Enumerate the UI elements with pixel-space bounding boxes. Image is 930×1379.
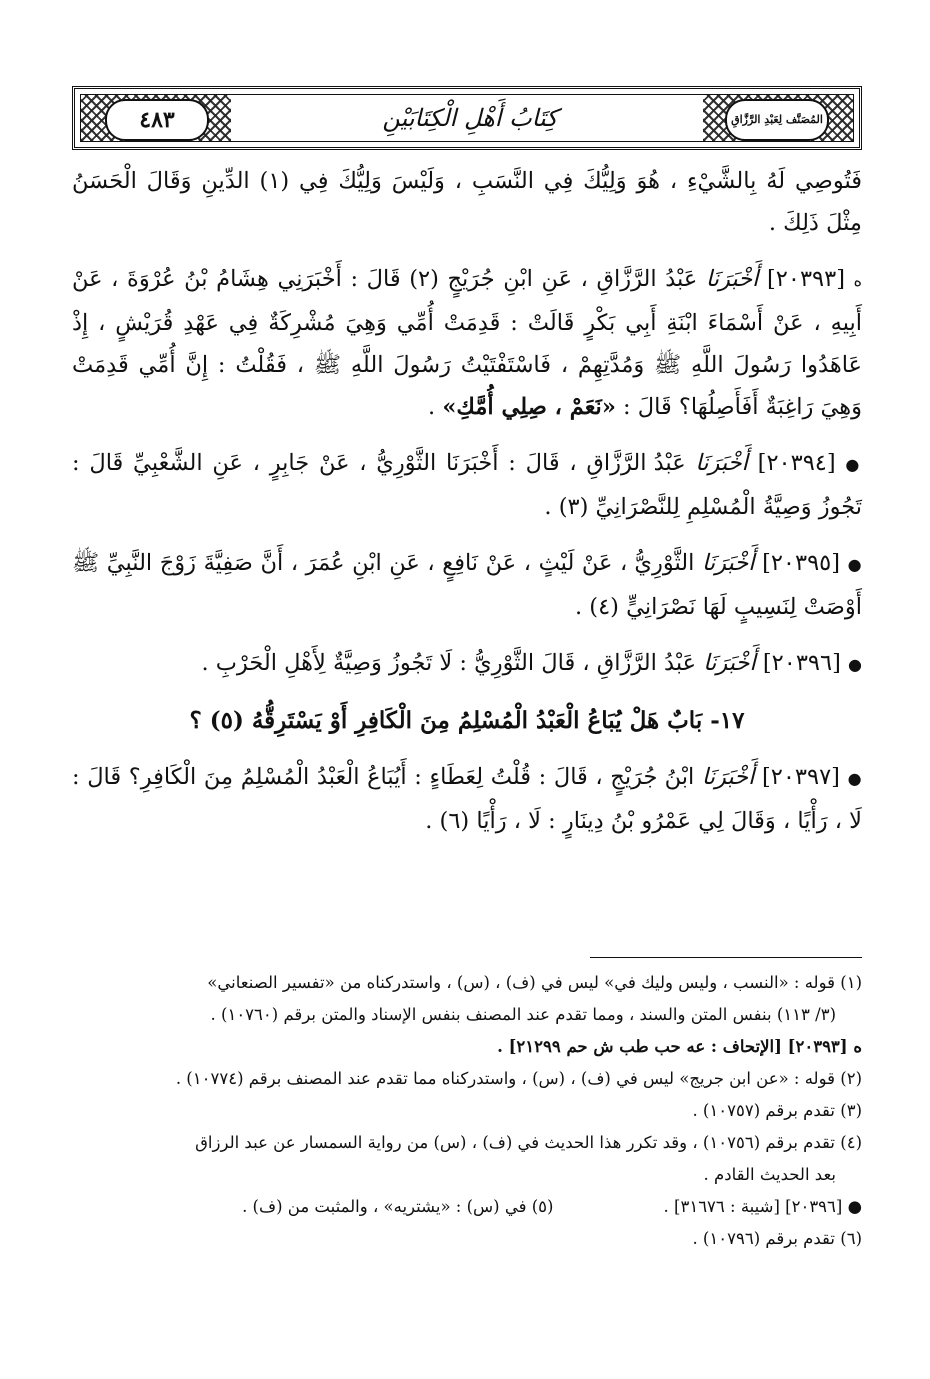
- akhbarana: أَخْبَرَنَا: [703, 650, 756, 676]
- hadith-text: عَبْدُ الرَّزَّاقِ ، عَنِ ابْنِ جُرَيْجٍ (٢) قَالَ : أَخْبَرَنِي هِشَامُ بْنُ عُرْوَةَ ، عَنْ أَبِيهِ ، عَنْ أَسْمَاءَ ابْنَةِ أَبِي بَكْرٍ قَالَتْ : قَدِمَتْ أُمِّي وَهِيَ مُشْرِكَةٌ فِي عَهْدِ قُرَيْشٍ ، إِذْ عَاهَدُوا رَسُولَ اللَّهِ ﷺ وَمُدَّتِهِمْ ، فَاسْتَفْتَيْتُ رَسُولَ اللَّهِ ﷺ ، فَقُلْتُ : إِنَّ أُمِّي قَدِمَتْ وَهِيَ رَاغِبَةٌ أَفَأَصِلُهَا؟ قَالَ :: [72, 266, 862, 420]
- hadith-number: [٢٠٣٩٥]: [762, 550, 841, 576]
- main-text: [72, 160, 862, 856]
- footnote-5: (٥) في (س) : «يشتريه» ، والمثبت من (ف) .: [242, 1197, 554, 1216]
- hadith-20397: [72, 756, 862, 842]
- hadith-number: [٢٠٣٩٣]: [767, 266, 845, 292]
- solid-marker: ●: [847, 769, 863, 788]
- footnote-4-cont: بعد الحديث القادم .: [703, 1165, 836, 1184]
- hadith-20393: [72, 258, 862, 428]
- prophet-quote: «نَعَمْ ، صِلِي أُمَّكِ»: [442, 394, 616, 420]
- period: .: [428, 394, 436, 420]
- footnote-1: (١) قوله : «النسب ، وليس وليك في» ليس في (ف) ، (س) ، واستدركناه من «تفسير الصنعاني»: [207, 973, 862, 992]
- chapter-title: كِتَابُ أَهْلِ الْكِتَابَيْنِ: [382, 104, 558, 132]
- hollow-marker: ه: [853, 271, 863, 290]
- hadith-text: عَبْدُ الرَّزَّاقِ ، قَالَ الثَّوْرِيُّ : لَا تَجُوزُ وَصِيَّةٌ لِأَهْلِ الْحَرْبِ .: [201, 650, 697, 676]
- footnote-divider: [590, 957, 862, 958]
- footnote-shaybah: ● [٢٠٣٩٦] [شيبة : ٣١٦٧٦] .: [663, 1197, 862, 1216]
- akhbarana: أَخْبَرَنَا: [695, 450, 748, 476]
- solid-marker: ●: [847, 555, 863, 574]
- footnote-3: (٣) تقدم برقم (١٠٧٥٧) .: [692, 1101, 862, 1120]
- solid-marker: ●: [845, 455, 862, 474]
- solid-marker: ●: [848, 655, 862, 674]
- book-logo: المُصَنَّف لِعَبْدِ الرَّزَّاقِ: [725, 99, 829, 141]
- paragraph-continuation: فَتُوصِي لَهُ بِالشَّيْءِ ، هُوَ وَلِيُّكَ فِي النَّسَبِ ، وَلَيْسَ وَلِيُّكَ فِي (١) الدِّينِ وَقَالَ الْحَسَنُ مِثْلَ ذَلِكَ .: [72, 168, 862, 236]
- footnote-ithaf: ه [٢٠٣٩٣] [الإتحاف : عه حب طب ش حم ٢١٢٩٩] .: [497, 1037, 862, 1056]
- footnote-4: (٤) تقدم برقم (١٠٧٥٦) ، وقد تكرر هذا الحديث في (ف) ، (س) من رواية السمسار عن عبد الرزاق: [195, 1133, 862, 1152]
- spacer: [72, 1192, 132, 1222]
- hadith-number: [٢٠٣٩٧]: [761, 764, 840, 790]
- akhbarana: أَخْبَرَنَا: [705, 266, 759, 292]
- page-number: ٤٨٣: [105, 99, 209, 141]
- akhbarana: أَخْبَرَنَا: [702, 550, 755, 576]
- chapter-heading: ١٧- بَابٌ هَلْ يُبَاعُ الْعَبْدُ الْمُسْلِمُ مِنَ الْكَافِرِ أَوْ يَسْتَرِقُّهُ (٥) ؟: [189, 707, 745, 734]
- hadith-20394: [72, 442, 862, 528]
- hadith-text: ابْنُ جُرَيْجٍ ، قَالَ : قُلْتُ لِعَطَاءٍ : أَيُبَاعُ الْعَبْدُ الْمُسْلِمُ مِنَ الْكَافِرِ؟ قَالَ : لَا ، رَأْيًا ، وَقَالَ لِي عَمْرُو بْنُ دِينَارٍ : لَا ، رَأْيًا (٦) .: [72, 764, 862, 834]
- hadith-number: [٢٠٣٩٦]: [762, 650, 841, 676]
- hadith-text: الثَّوْرِيُّ ، عَنْ لَيْثٍ ، عَنْ نَافِعٍ ، عَنِ ابْنِ عُمَرَ ، أَنَّ صَفِيَّةَ زَوْجَ النَّبِيِّ ﷺ أَوْصَتْ لِنَسِيبٍ لَهَا نَصْرَانِيٍّ (٤) .: [72, 550, 862, 620]
- footnotes: [72, 968, 862, 1256]
- footnote-row: [72, 1192, 862, 1222]
- hadith-20395: [72, 542, 862, 628]
- footnote-2: (٢) قوله : «عن ابن جريج» ليس في (ف) ، (س) ، واستدركناه مما تقدم عند المصنف برقم (١٠٧٧٤) .: [175, 1069, 862, 1088]
- hadith-number: [٢٠٣٩٤]: [757, 450, 836, 476]
- page-header: [72, 86, 862, 150]
- footnote-1-cont: (٣/ ١١٣) بنفس المتن والسند ، ومما تقدم عند المصنف بنفس الإسناد والمتن برقم (١٠٧٦٠) .: [210, 1005, 836, 1024]
- akhbarana: أَخْبَرَنَا: [701, 764, 755, 790]
- hadith-text: عَبْدُ الرَّزَّاقِ ، قَالَ : أَخْبَرَنَا الثَّوْرِيُّ ، عَنْ جَابِرٍ ، عَنِ الشَّعْبِيِّ قَالَ : تَجُوزُ وَصِيَّةُ الْمُسْلِمِ لِلنَّصْرَانِيِّ (٣) .: [72, 450, 862, 520]
- hadith-20396: [72, 642, 862, 686]
- footnote-6: (٦) تقدم برقم (١٠٧٩٦) .: [692, 1229, 862, 1248]
